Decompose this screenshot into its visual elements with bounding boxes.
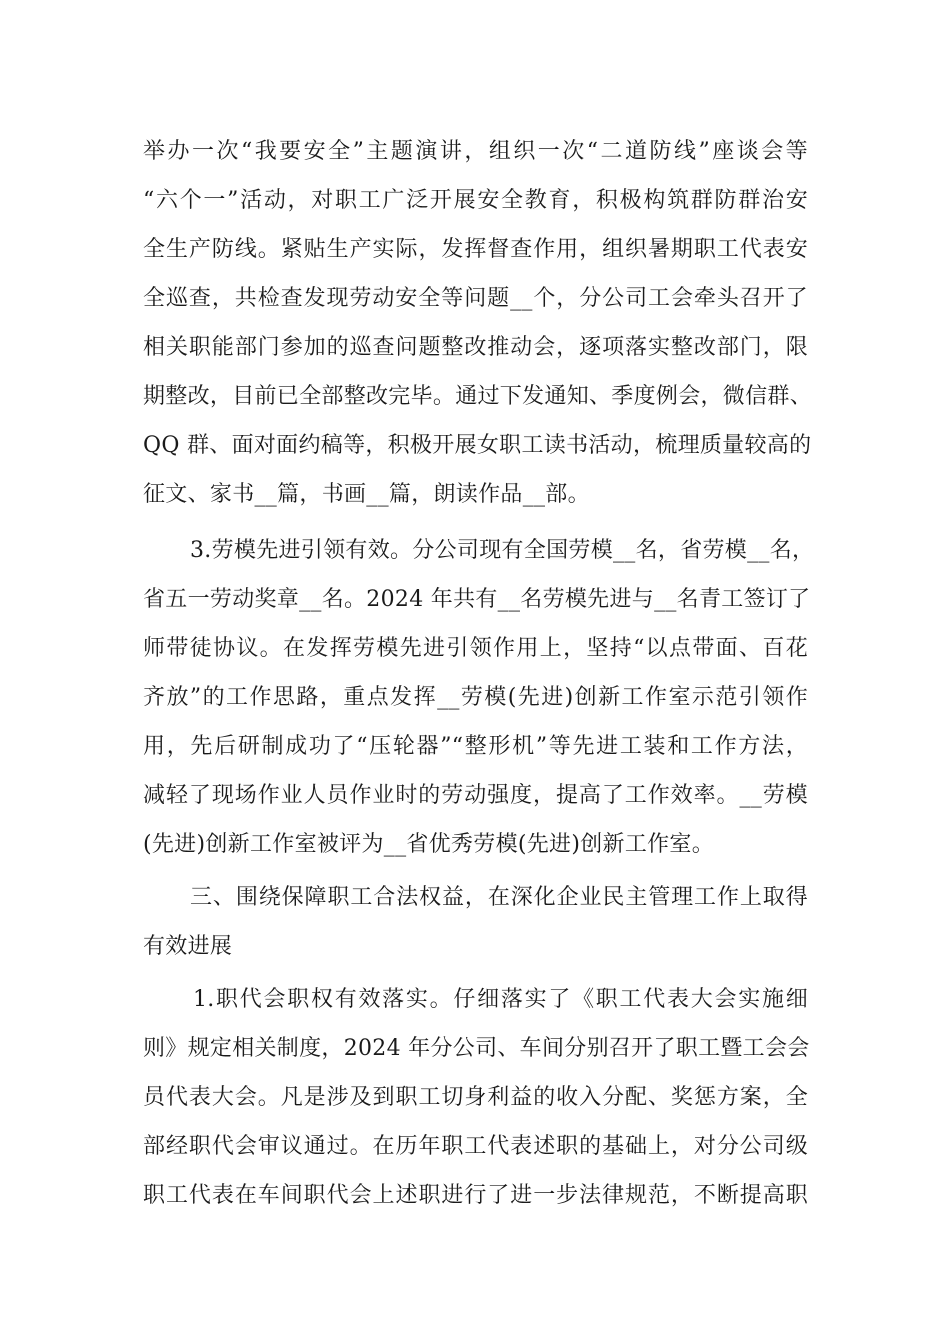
section-heading-line: 三、围绕保障职工合法权益，在深化企业民主管理工作上取得	[190, 885, 808, 910]
paragraph-line: 员代表大会。凡是涉及到职工切身利益的收入分配、奖惩方案，全	[143, 1085, 808, 1110]
paragraph-line: 部经职代会审议通过。在历年职工代表述职的基础上，对分公司级	[143, 1134, 808, 1159]
paragraph-line: QQ 群、面对面约稿等，积极开展女职工读书活动，梳理质量较高的	[143, 433, 812, 458]
paragraph-line: 用，先后研制成功了“压轮器”“整形机”等先进工装和工作方法，	[143, 734, 808, 759]
paragraph-line: 齐放”的工作思路，重点发挥__劳模(先进)创新工作室示范引领作	[143, 685, 808, 710]
paragraph-line: “六个一”活动，对职工广泛开展安全教育，积极构筑群防群治安	[143, 188, 808, 213]
paragraph-line: (先进)创新工作室被评为__省优秀劳模(先进)创新工作室。	[143, 832, 715, 857]
paragraph-line: 相关职能部门参加的巡查问题整改推动会，逐项落实整改部门，限	[143, 335, 808, 360]
paragraph-line: 职工代表在车间职代会上述职进行了进一步法律规范，不断提高职	[143, 1183, 808, 1208]
paragraph-line: 减轻了现场作业人员作业时的劳动强度，提高了工作效率。__劳模	[143, 783, 808, 808]
paragraph-line: 3.劳模先进引领有效。分公司现有全国劳模__名，省劳模__名，	[190, 538, 815, 563]
paragraph-line: 征文、家书__篇，书画__篇，朗读作品__部。	[143, 482, 590, 507]
paragraph-line: 则》规定相关制度，2024 年分公司、车间分别召开了职工暨工会会	[143, 1036, 810, 1061]
paragraph-line: 师带徒协议。在发挥劳模先进引领作用上，坚持“以点带面、百花	[143, 636, 808, 661]
paragraph-line: 1.职代会职权有效落实。仔细落实了《职工代表大会实施细	[193, 987, 808, 1012]
paragraph-line: 举办一次“我要安全”主题演讲，组织一次“二道防线”座谈会等	[143, 139, 808, 164]
section-heading-line: 有效进展	[143, 934, 233, 959]
paragraph-line: 全巡查，共检查发现劳动安全等问题__个，分公司工会牵头召开了	[143, 286, 808, 311]
paragraph-line: 全生产防线。紧贴生产实际，发挥督查作用，组织暑期职工代表安	[143, 237, 808, 262]
paragraph-line: 期整改，目前已全部整改完毕。通过下发通知、季度例会，微信群、	[143, 384, 813, 409]
paragraph-line: 省五一劳动奖章__名。2024 年共有__名劳模先进与__名青工签订了	[143, 587, 811, 612]
